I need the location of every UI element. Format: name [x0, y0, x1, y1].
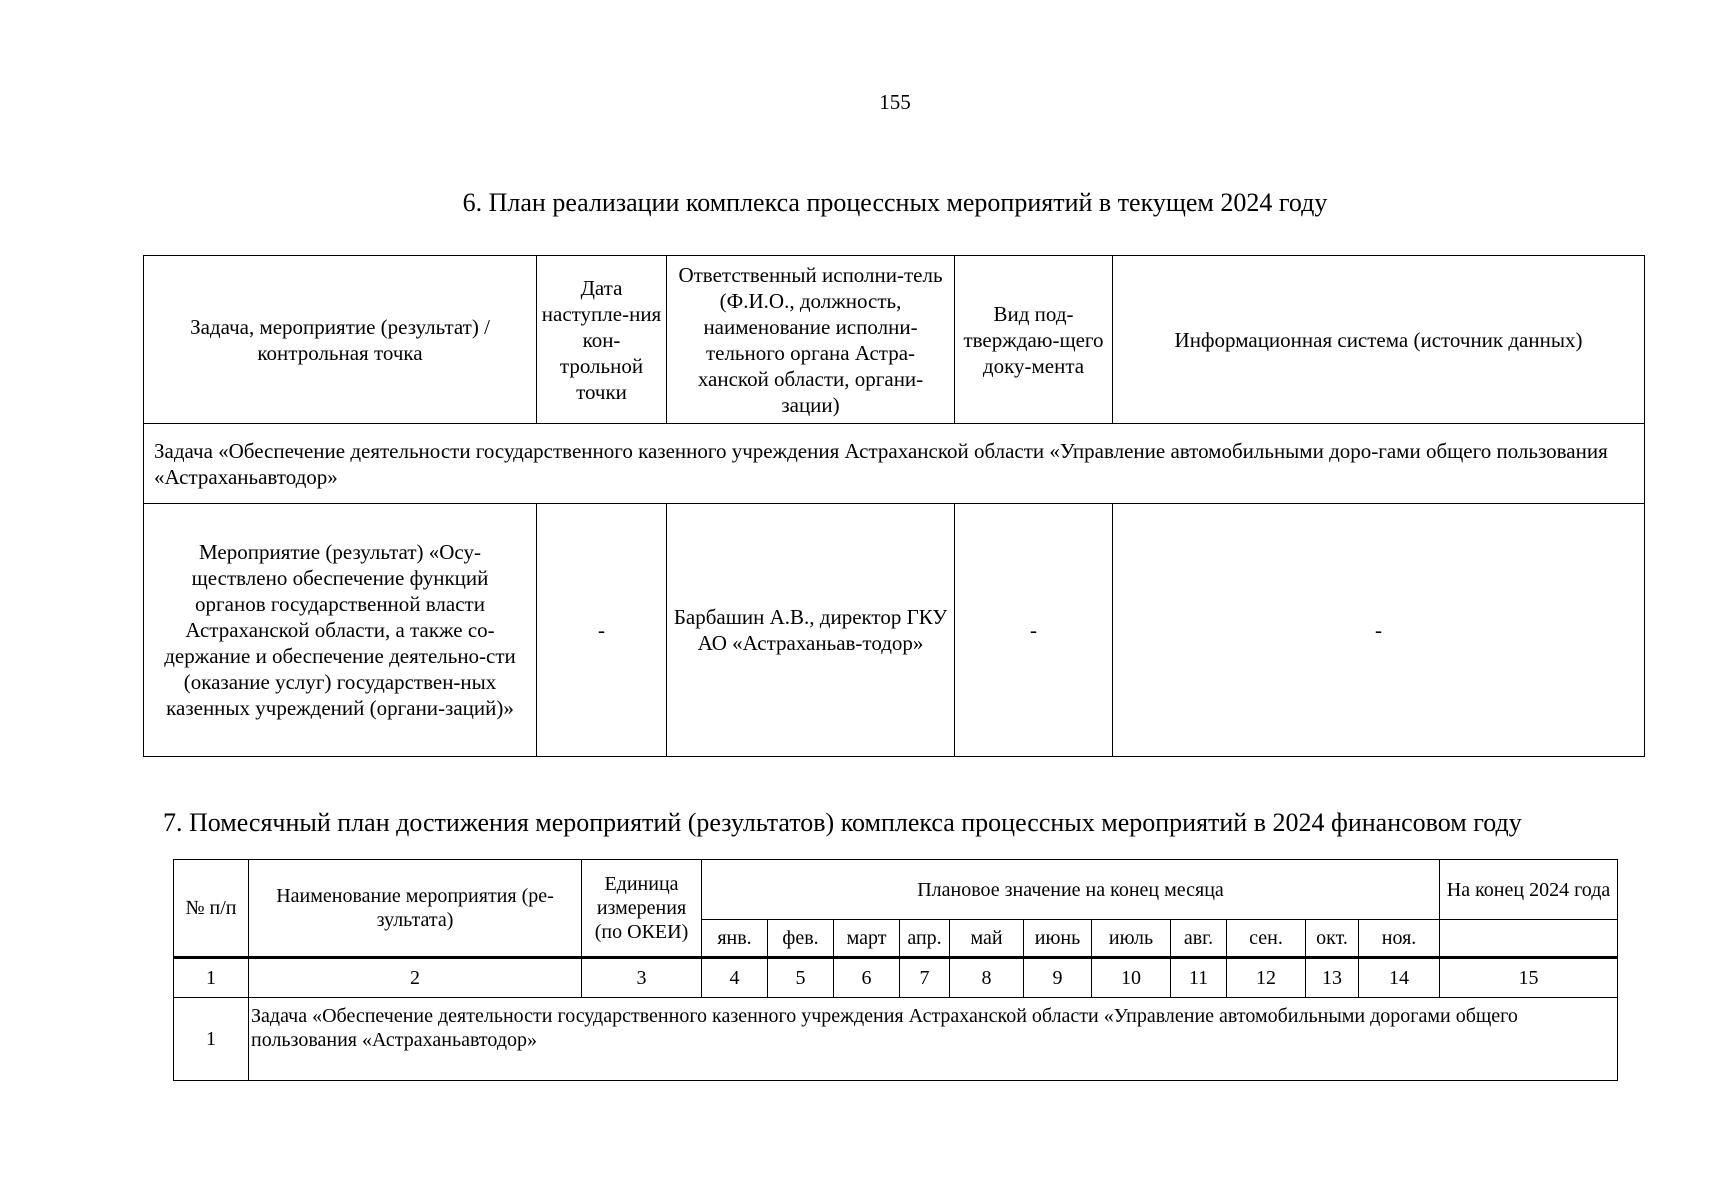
implementation-plan-table: [143, 255, 1645, 757]
task-text: Задача «Обеспечение деятельности государственного казенного учреждения Астраханской области «Управление автомобильными дорогами общего пользования «Астраханьавтодор»: [249, 998, 1618, 1081]
month-nov: ноя.: [1359, 920, 1440, 958]
task-row: [144, 424, 1645, 504]
header-date: Дата наступле-ния кон-трольной точки: [537, 256, 667, 424]
event-name: Мероприятие (результат) «Осу-ществлено обеспечение функций органов государственной власти Астраханской области, а также со-держание и обеспечение деятельно-сти (оказание услуг) государствен-ных казенных учреждений (органи-заций)»: [144, 504, 537, 757]
col-num: 4: [702, 958, 768, 998]
header-doc-type: Вид под-тверждаю-щего доку-мента: [955, 256, 1113, 424]
col-num: 13: [1306, 958, 1359, 998]
header-end-of-year: На конец 2024 года: [1440, 860, 1618, 920]
month-feb: фев.: [768, 920, 834, 958]
column-numbers-row: [174, 958, 1618, 998]
col-num: 14: [1359, 958, 1440, 998]
month-mar: март: [834, 920, 900, 958]
header-task: Задача, мероприятие (результат) / контрольная точка: [144, 256, 537, 424]
col-num: 7: [900, 958, 950, 998]
page-number: 155: [879, 90, 911, 114]
table-row: [144, 504, 1645, 757]
header-unit: Единица измерения (по ОКЕИ): [582, 860, 702, 958]
header-planned: Плановое значение на конец месяца: [702, 860, 1440, 920]
col-num: 5: [768, 958, 834, 998]
month-oct: окт.: [1306, 920, 1359, 958]
header-name: Наименование мероприятия (ре-зультата): [249, 860, 582, 958]
header-responsible: Ответственный исполни-тель (Ф.И.О., должность, наименование исполни-тельного органа Астра-ханской области, органи-зации): [667, 256, 955, 424]
end-of-year-empty: [1440, 920, 1618, 958]
header-row: [144, 256, 1645, 424]
col-num: 10: [1092, 958, 1171, 998]
section-7-title: 7. Помесячный план достижения мероприятий (результатов) комплекса процессных мероприятий в 2024 финансовом году: [163, 808, 1522, 837]
task-text: Задача «Обеспечение деятельности государственного казенного учреждения Астраханской области «Управление автомобильными доро-гами общего пользования «Астраханьавтодор»: [144, 424, 1645, 504]
table-row: [174, 998, 1618, 1081]
col-num: 2: [249, 958, 582, 998]
event-date: -: [537, 504, 667, 757]
header-info-system: Информационная система (источник данных): [1113, 256, 1645, 424]
col-num: 9: [1024, 958, 1092, 998]
col-num: 3: [582, 958, 702, 998]
col-num: 15: [1440, 958, 1618, 998]
month-jul: июль: [1092, 920, 1171, 958]
header-row-1: [174, 860, 1618, 920]
event-doc-type: -: [955, 504, 1113, 757]
month-sep: сен.: [1227, 920, 1306, 958]
event-responsible: Барбашин А.В., директор ГКУ АО «Астраханьав-тодор»: [667, 504, 955, 757]
col-num: 12: [1227, 958, 1306, 998]
event-info-system: -: [1113, 504, 1645, 757]
month-aug: авг.: [1171, 920, 1227, 958]
month-may: май: [950, 920, 1024, 958]
month-apr: апр.: [900, 920, 950, 958]
header-num: № п/п: [174, 860, 249, 958]
task-num: 1: [174, 998, 249, 1081]
month-jun: июнь: [1024, 920, 1092, 958]
monthly-plan-table: [173, 859, 1618, 1081]
col-num: 11: [1171, 958, 1227, 998]
col-num: 1: [174, 958, 249, 998]
col-num: 6: [834, 958, 900, 998]
col-num: 8: [950, 958, 1024, 998]
month-jan: янв.: [702, 920, 768, 958]
section-6-title: 6. План реализации комплекса процессных мероприятий в текущем 2024 году: [462, 188, 1328, 217]
